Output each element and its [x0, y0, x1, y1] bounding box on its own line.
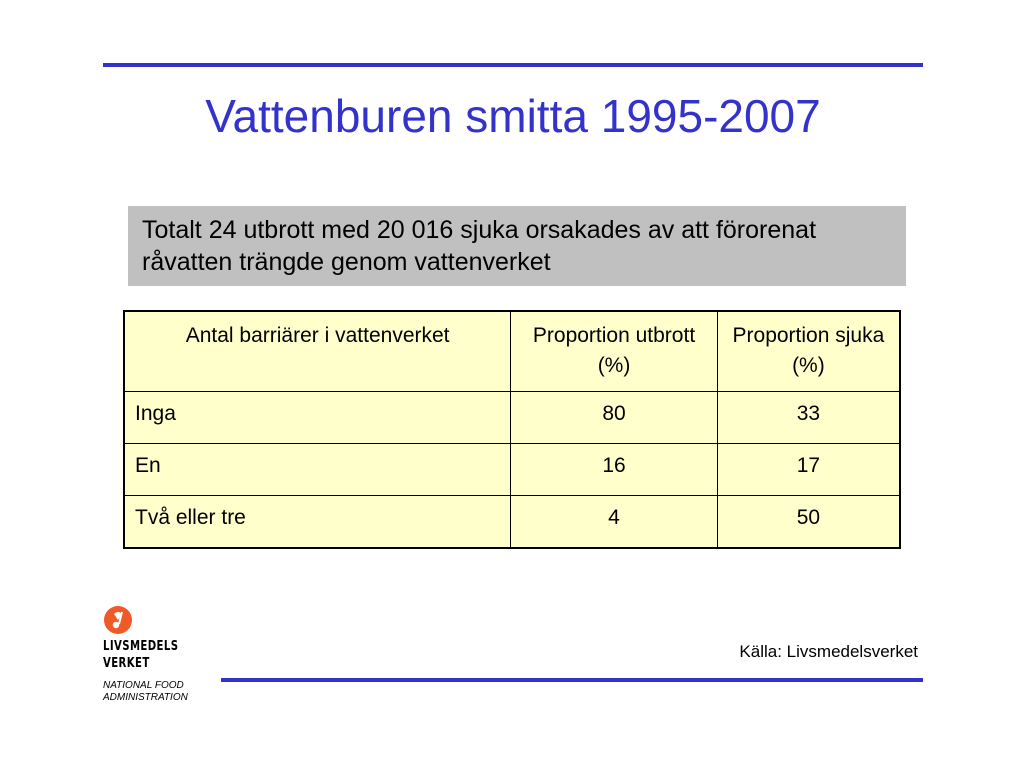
bottom-divider — [221, 678, 923, 682]
slide-title: Vattenburen smitta 1995-2007 — [205, 90, 821, 142]
outbreak-value: 80 — [511, 392, 718, 444]
agency-logo — [103, 605, 223, 704]
outbreak-value: 4 — [511, 496, 718, 549]
row-label: Inga — [124, 392, 511, 444]
logo-subtitle: NATIONAL FOOD ADMINISTRATION — [103, 680, 188, 703]
header-outbreak-proportion: Proportion utbrott (%) — [511, 311, 718, 392]
header-barriers: Antal barriärer i vattenverket — [124, 311, 511, 392]
outbreak-value: 16 — [511, 444, 718, 496]
sick-value: 17 — [717, 444, 900, 496]
row-label: En — [124, 444, 511, 496]
livsmedelsverket-logo-icon — [103, 605, 133, 635]
logo-wordmark: LIVSMEDELS VERKET — [103, 639, 179, 671]
table-row — [124, 392, 900, 444]
header-sick-proportion: Proportion sjuka (%) — [717, 311, 900, 392]
table-header-row — [124, 311, 900, 392]
row-label: Två eller tre — [124, 496, 511, 549]
source-citation: Källa: Livsmedelsverket — [739, 642, 918, 661]
barrier-table — [123, 310, 901, 549]
summary-box: Totalt 24 utbrott med 20 016 sjuka orsakades av att förorenat råvatten trängde genom vattenverket — [128, 206, 906, 286]
sick-value: 50 — [717, 496, 900, 549]
table-row — [124, 496, 900, 549]
top-divider — [103, 63, 923, 67]
table-row — [124, 444, 900, 496]
sick-value: 33 — [717, 392, 900, 444]
